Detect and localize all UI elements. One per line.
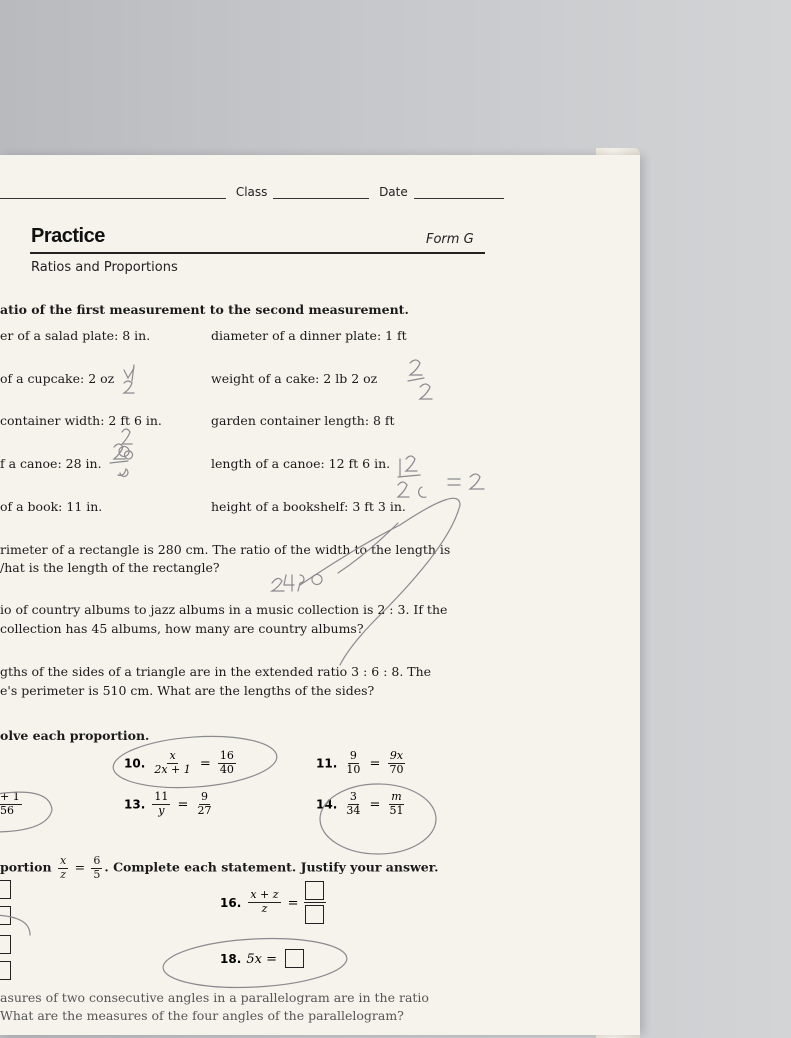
answer-box-partial-1[interactable] [0,879,11,899]
albums-problem-line1: io of country albums to jazz albums in a music collection is 2 : 3. If the [0,602,448,617]
albums-problem-line2: collection has 45 albums, how many are country albums? [0,621,364,636]
row4-right: length of a canoe: 12 ft 6 in. [211,456,391,471]
worksheet-header [0,185,504,199]
rect-problem-line1: rimeter of a rectangle is 280 cm. The ratio of the width to the length is [0,542,451,557]
problem-11: 11. $\frac{9}{10}$ = $\frac{9x}{70}$ [316,749,404,776]
name-blank [0,186,226,199]
parallelogram-problem-line1: asures of two consecutive angles in a parallelogram are in the ratio [0,990,429,1005]
problem-12-partial: + 1 56 [0,790,20,817]
date-blank [414,186,504,199]
parallelogram-problem-line2: What are the measures of the four angles of the parallelogram? [0,1008,404,1023]
triangle-problem-line1: gths of the sides of a triangle are in the extended ratio 3 : 6 : 8. The [0,664,432,679]
worksheet-page [0,155,640,1035]
section3-instruction: portion $\frac{x}{z}$ = $\frac{6}{5}$ . Complete each statement. Justify your answer. [0,854,439,881]
subtitle: Ratios and Proportions [31,260,178,275]
class-label: Class [235,185,268,199]
answer-box-partial-4[interactable] [0,960,11,980]
answer-box-numerator[interactable] [305,881,324,900]
class-blank [273,186,369,199]
row5-left: of a book: 11 in. [0,499,103,514]
problem-13: 13. $\frac{11}{y}$ = $\frac{9}{27}$ [124,790,212,817]
pencil-mark-canoe [114,444,133,459]
row4-left: f a canoe: 28 in. [0,456,102,471]
problem-14: 14. $\frac{3}{34}$ = $\frac{m}{51}$ [316,790,404,817]
title-rule [30,252,485,254]
triangle-problem-line2: e's perimeter is 510 cm. What are the lengths of the sides? [0,683,375,698]
problem-10: 10. $\frac{x}{2x + 1}$ = $\frac{16}{40}$ [124,749,234,776]
pencil-mark-cake [410,360,422,375]
row3-left: container width: 2 ft 6 in. [0,413,162,428]
answer-box-partial-2[interactable] [0,905,11,925]
answer-fraction-box[interactable] [304,881,326,924]
rect-problem-line2: /hat is the length of the rectangle? [0,560,220,575]
row5-right: height of a bookshelf: 3 ft 3 in. [211,499,406,514]
pencil-mark-cupcake-2 [124,381,134,393]
row2-left: of a cupcake: 2 oz [0,371,115,386]
pencil-mark-rect [272,575,322,592]
pencil-mark-loop [300,498,460,665]
section2-instruction: olve each proportion. [0,728,150,743]
problem-16: 16. $\frac{x + z}{z}$ = [220,881,326,924]
pencil-mark-canoe-right [400,456,417,477]
answer-box-partial-3[interactable] [0,934,11,954]
form-label: Form G [426,232,474,247]
problem-18: 18. 5x = [220,948,304,968]
pencil-mark-container [122,429,132,444]
date-label: Date [379,185,408,199]
section1-instruction: atio of the first measurement to the second measurement. [0,302,409,317]
row1-left: er of a salad plate: 8 in. [0,328,151,343]
answer-box-denominator[interactable] [305,905,324,924]
row1-right: diameter of a dinner plate: 1 ft [211,328,407,343]
answer-box-18[interactable] [285,949,304,968]
row3-right: garden container length: 8 ft [211,413,395,428]
pencil-mark-cupcake [124,365,134,381]
practice-title: Practice [31,225,105,247]
row2-right: weight of a cake: 2 lb 2 oz [211,371,378,386]
